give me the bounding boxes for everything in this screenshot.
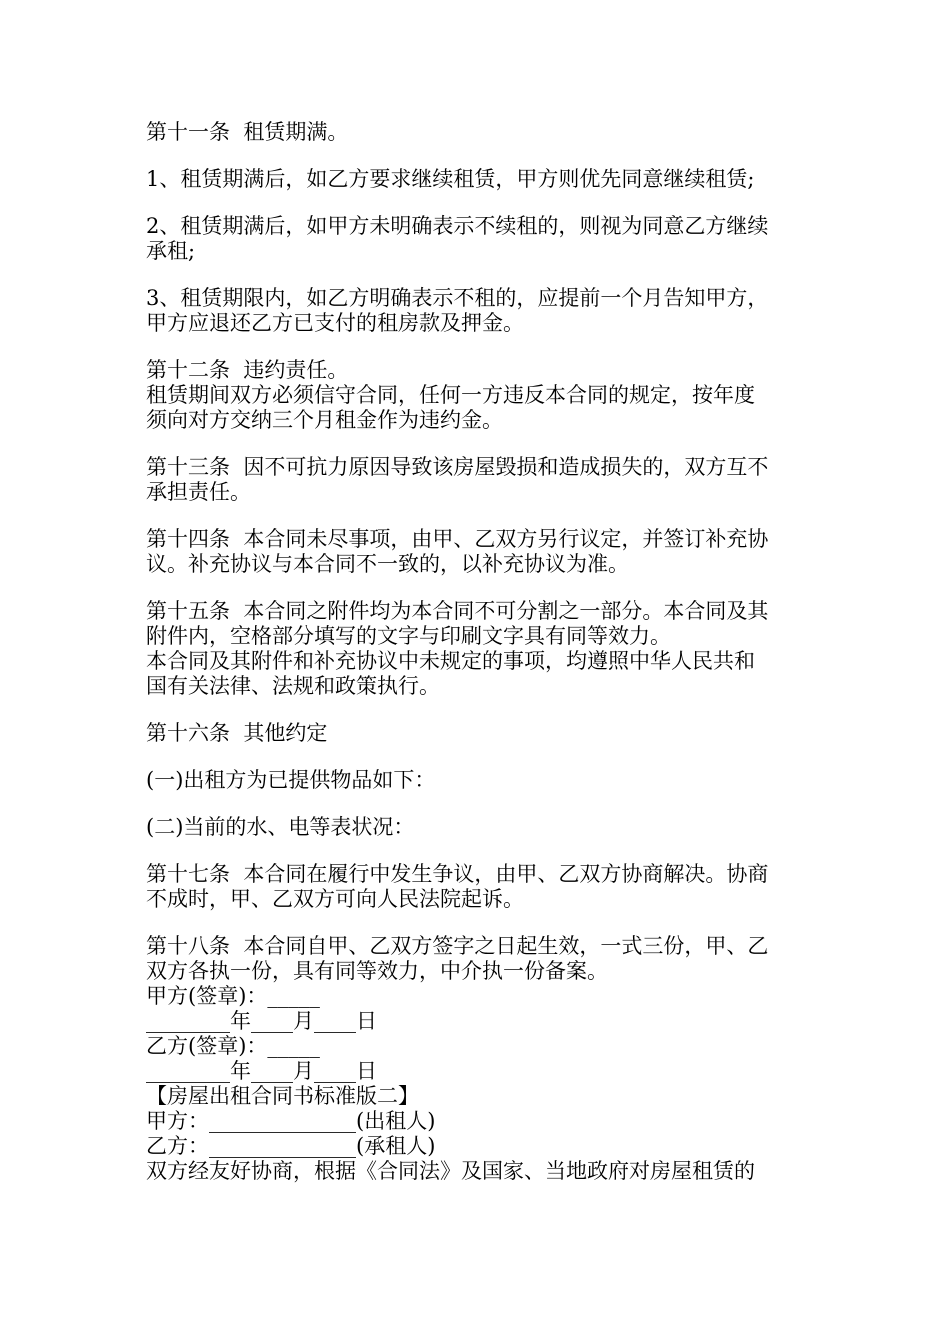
article-11-clause-2-line-1: 2、租赁期满后，如甲方未明确表示不续租的，则视为同意乙方继续 <box>146 214 769 238</box>
article-11-clause-1: 1、租赁期满后，如乙方要求继续租赁，甲方则优先同意继续租赁; <box>146 167 755 191</box>
version-2-party-b: 乙方：______________(承租人) <box>146 1134 436 1158</box>
article-18-line-1: 第十八条 本合同自甲、乙双方签字之日起生效，一式三份，甲、乙 <box>146 934 769 958</box>
article-14-line-1: 第十四条 本合同未尽事项，由甲、乙双方另行议定，并签订补充协 <box>146 527 769 551</box>
article-16-title: 第十六条 其他约定 <box>146 721 328 745</box>
party-b-signature: 乙方(签章)：_____ <box>146 1034 320 1058</box>
article-18-line-2: 双方各执一份，具有同等效力，中介执一份备案。 <box>146 959 608 983</box>
article-16-item-1: (一)出租方为已提供物品如下： <box>146 768 436 792</box>
version-2-party-a: 甲方：______________(出租人) <box>146 1109 436 1133</box>
article-17-line-2: 不成时，甲、乙双方可向人民法院起诉。 <box>146 887 524 911</box>
article-12-title: 第十二条 违约责任。 <box>146 358 349 382</box>
article-15-line-1: 第十五条 本合同之附件均为本合同不可分割之一部分。本合同及其 <box>146 599 769 623</box>
version-2-title: 【房屋出租合同书标准版二】 <box>146 1084 419 1108</box>
article-11-title: 第十一条 租赁期满。 <box>146 120 349 144</box>
article-13-line-1: 第十三条 因不可抗力原因导致该房屋毁损和造成损失的，双方互不 <box>146 455 769 479</box>
party-b-date: ________年____月____日 <box>146 1059 377 1083</box>
article-15-line-4: 国有关法律、法规和政策执行。 <box>146 674 440 698</box>
article-11-clause-3-line-2: 甲方应退还乙方已支付的租房款及押金。 <box>146 311 524 335</box>
version-2-intro: 双方经友好协商，根据《合同法》及国家、当地政府对房屋租赁的 <box>146 1159 755 1183</box>
article-12-line-2: 须向对方交纳三个月租金作为违约金。 <box>146 408 503 432</box>
contract-page <box>146 120 818 1184</box>
article-12-line-1: 租赁期间双方必须信守合同，任何一方违反本合同的规定，按年度 <box>146 383 755 407</box>
article-16-item-2: (二)当前的水、电等表状况： <box>146 815 415 839</box>
article-14-line-2: 议。补充协议与本合同不一致的，以补充协议为准。 <box>146 552 629 576</box>
article-17-line-1: 第十七条 本合同在履行中发生争议，由甲、乙双方协商解决。协商 <box>146 862 769 886</box>
article-15-line-3: 本合同及其附件和补充协议中未规定的事项，均遵照中华人民共和 <box>146 649 755 673</box>
article-11-clause-3-line-1: 3、租赁期限内，如乙方明确表示不租的，应提前一个月告知甲方， <box>146 286 769 310</box>
party-a-date: ________年____月____日 <box>146 1009 377 1033</box>
party-a-signature: 甲方(签章)：_____ <box>146 984 320 1008</box>
article-11-clause-2-line-2: 承租; <box>146 239 196 263</box>
article-15-line-2: 附件内，空格部分填写的文字与印刷文字具有同等效力。 <box>146 624 671 648</box>
article-13-line-2: 承担责任。 <box>146 480 251 504</box>
